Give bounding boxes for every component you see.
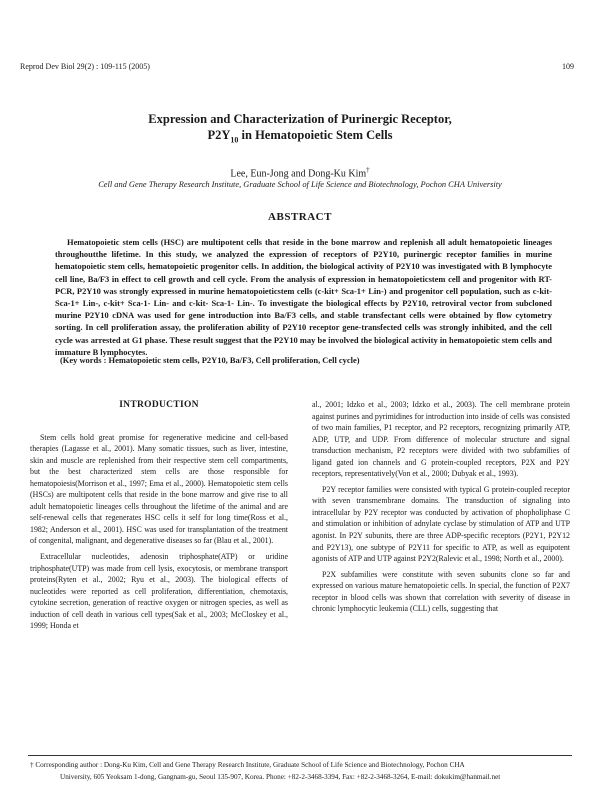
running-header: [20, 62, 574, 71]
abstract-text: Hematopoietic stem cells (HSC) are multipotent cells that reside in the bone marrow and replenish all adult hematopoietic lineages throughoutthe lifetime. In this study, we analyzed the expression of receptors of P2Y10, purinergic receptor families in murine hematopoietic stem cells, hematopoietic progenitor cells. In addition, the biological activity of P2Y10 was investigated with B lymphocyte cell line, Ba/F3 in effect to cell growth and cell cycle. From the analysis of expression in hematopoieticstem cell and progenitor with RT-PCR, P2Y10 was strongly expressed in murine hematopoieticstem cells (c-kit+ Sca-1+ Lin-) and progenitor cell population, such as c-kit- Sca-1+ Lin-, c-kit+ Sca-1- Lin- and c-kit- Sca-1- Lin-. To investigate the biological effects by P2Y10, retroviral vector from subcloned murine P2Y10 cDNA was used for gene introduction into Ba/F3 cells, and stable transfectant cells were obtained by flow cytometry sorting. In cell proliferation assay, the proliferation ability of P2Y10 receptor gene-transfected cells was strongly inhibited, and the cell cycle was arrested at G1 phase. These result suggest that the P2Y10 may be involved the biological activity in hematopoietic stem cells and immature B lymphocytes.: [55, 237, 552, 357]
page-number: 109: [562, 62, 574, 71]
right-paragraph: al., 2001; Idzko et al., 2003; Idzko et al., 2003). The cell membrane protein against purines and pyrimidines for introduction into inside of cells was consisted of two main families, P1 receptor, and P2 receptors, recognizing primarily ATP, ADP, UTP, and UDP. From difference of molecular structure and signal transduction mechanism, P2 receptors were divided with two subfamilies of ligand gated ion channels and G protein-coupled receptors, P2X and P2Y receptors, representatively(Von et al., 2000; Dubyak et al., 1993).: [312, 400, 570, 479]
footnote-line-1: † Corresponding author : Dong-Ku Kim, Cell and Gene Therapy Research Institute, Graduate School of Life Science and Biotechnology, Pochon CHA: [30, 761, 465, 769]
footnote-line-2: University, 605 Yeoksam 1-dong, Gangnam-gu, Seoul 135-907, Korea. Phone: +82-2-3468-3394, Fax: +82-2-3468-3264, E-mail: dokukim@hanmail.net: [60, 773, 501, 781]
right-paragraph: P2Y receptor families were consisted with typical G protein-coupled receptor with seven transmembrane domains. The transduction of signaling into intracellular by P2Y receptor was conducted by activation of phopholiphase C and stimulation or inhibition of adnylate cyclase by stimulation of ATP and UTP agonist. In P2Y subunits, there are three ADP-specific receptors (P2Y1, P2Y12 and P2Y13), one subtype of P2Y11 for specific to ATP, as well as equipotent agonists of ATP and UTP against P2Y2(Ralevic et al., 1998; North et al., 2000).: [312, 484, 570, 564]
introduction-heading: INTRODUCTION: [119, 400, 199, 410]
affiliation: Cell and Gene Therapy Research Institute, Graduate School of Life Science and Biotechnology, Pochon CHA University: [98, 180, 502, 189]
footnote-divider: [28, 755, 572, 756]
footnote: [30, 759, 570, 783]
right-paragraph: P2X subfamilies were constitute with seven subunits clone so far and expressed on various mature hematopoietic cells. In special, the function of P2X7 receptor in blood cells was shown that correlation with severity of disease in chronic lymphocytic leukemia (CLL) cells, suggesting that: [312, 569, 570, 614]
title-line-1: Expression and Characterization of Purinergic Receptor,: [148, 112, 452, 126]
title-line-2: $P2Y_{10}$ in Hematopoietic Stem Cells: [207, 128, 393, 145]
author-line: [0, 166, 600, 179]
abstract-heading: ABSTRACT: [268, 211, 332, 223]
journal-citation: Reprod Dev Biol 29(2) : 109-115 (2005): [20, 62, 150, 71]
right-column: [312, 399, 570, 619]
left-column: [30, 400, 288, 636]
left-paragraph: Stem cells hold great promise for regenerative medicine and cell-based therapies (Lagasse et al., 2001). Many somatic tissues, such as liver, intestine, skin and muscle are replenished from their respective stem cell compartments, but the best characterized stem cells are those responsible for hematopoiesis(Morrison et al., 1997; Ema et al., 2000). Hematopoietic stem cells (HSCs) are multipotent cells that reside in the bone marrow and give rise to all adult hematopoietic lineages cells throughout the lifetime of the animal and are self-renewal cells that regenerates HSC cells it self for long time(Ross et al., 1982; Anderson et al., 2001). HSC was used for transplantation of the treatment of congenital, malignant, and degenerative diseases so far (Blau et al., 2001).: [30, 432, 288, 546]
paper-title: [0, 111, 600, 149]
corresponding-mark: †: [366, 166, 370, 174]
keywords: (Key words : Hematopoietic stem cells, P2Y10, Ba/F3, Cell proliferation, Cell cycle): [60, 355, 360, 365]
left-paragraph: Extracellular nucleotides, adenosin triphosphate(ATP) or uridine triphosphate(UTP) was made from cell lysis, exocytosis, or membrane transport proteins(Ryten et al., 2002; Ryu et al., 2003). The biological effects of nucleotides were reported as cell proliferation, differentiation, chemotaxis, cytokine secretion, generation of reactive oxygen or nitrogen species, as well as induction of cell death in various cell types(Sak et al., 2003; McCloskey et al., 1999; Honda et: [30, 552, 288, 631]
authors: Lee, Eun-Jong and Dong-Ku Kim: [230, 168, 367, 180]
